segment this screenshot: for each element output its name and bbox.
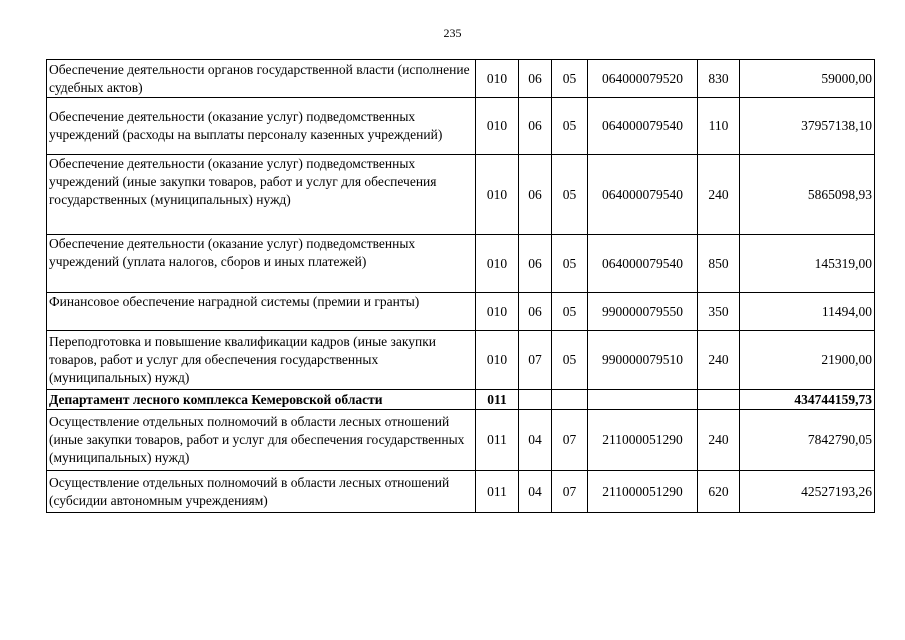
ministry-code: 010 [476,60,519,98]
subsection-code: 07 [552,410,588,471]
amount: 42527193,26 [740,471,875,513]
amount: 37957138,10 [740,98,875,155]
expense-type-code: 240 [698,155,740,235]
section-code: 06 [519,235,552,293]
table-row [47,471,875,513]
ministry-code: 010 [476,98,519,155]
row-name: Финансовое обеспечение наградной системы (премии и гранты) [47,293,476,331]
table-row [47,331,875,390]
subsection-code: 05 [552,331,588,390]
table-row [47,98,875,155]
target-article-code [588,390,698,410]
row-name: Переподготовка и повышение квалификации кадров (иные закупки товаров, работ и услуг для обеспечения государственных (муниципальных) нужд) [47,331,476,390]
ministry-code: 011 [476,410,519,471]
row-name: Осуществление отдельных полномочий в области лесных отношений (иные закупки товаров, работ и услуг для обеспечения государственных (муниципальных) нужд) [47,410,476,471]
ministry-code: 010 [476,155,519,235]
section-code: 04 [519,410,552,471]
table-row-department [47,390,875,410]
expense-type-code: 110 [698,98,740,155]
table-row [47,293,875,331]
subsection-code: 07 [552,471,588,513]
subsection-code: 05 [552,98,588,155]
section-code: 06 [519,155,552,235]
target-article-code: 211000051290 [588,471,698,513]
expense-type-code: 850 [698,235,740,293]
expense-type-code: 240 [698,331,740,390]
amount: 145319,00 [740,235,875,293]
ministry-code: 011 [476,471,519,513]
amount: 5865098,93 [740,155,875,235]
row-name: Обеспечение деятельности органов государственной власти (исполнение судебных актов) [47,60,476,98]
amount: 434744159,73 [740,390,875,410]
expense-type-code: 620 [698,471,740,513]
ministry-code: 010 [476,331,519,390]
subsection-code: 05 [552,293,588,331]
page-number: 235 [443,26,462,40]
row-name: Департамент лесного комплекса Кемеровской области [47,390,476,410]
target-article-code: 064000079520 [588,60,698,98]
amount: 21900,00 [740,331,875,390]
expense-type-code [698,390,740,410]
ministry-code: 010 [476,235,519,293]
ministry-code: 011 [476,390,519,410]
table-row [47,60,875,98]
section-code: 06 [519,293,552,331]
budget-table-body [47,60,875,513]
subsection-code: 05 [552,235,588,293]
target-article-code: 990000079510 [588,331,698,390]
target-article-code: 064000079540 [588,98,698,155]
table-row [47,155,875,235]
target-article-code: 990000079550 [588,293,698,331]
subsection-code: 05 [552,60,588,98]
section-code: 04 [519,471,552,513]
expense-type-code: 830 [698,60,740,98]
table-row [47,235,875,293]
section-code: 06 [519,98,552,155]
amount: 7842790,05 [740,410,875,471]
row-name: Осуществление отдельных полномочий в области лесных отношений (субсидии автономным учреждениям) [47,471,476,513]
section-code: 07 [519,331,552,390]
ministry-code: 010 [476,293,519,331]
amount: 59000,00 [740,60,875,98]
row-name: Обеспечение деятельности (оказание услуг) подведомственных учреждений (иные закупки товаров, работ и услуг для обеспечения государственных (муниципальных) нужд) [47,155,476,235]
expense-type-code: 240 [698,410,740,471]
section-code [519,390,552,410]
budget-table [46,59,875,513]
table-row [47,410,875,471]
target-article-code: 064000079540 [588,155,698,235]
section-code: 06 [519,60,552,98]
subsection-code: 05 [552,155,588,235]
target-article-code: 211000051290 [588,410,698,471]
row-name: Обеспечение деятельности (оказание услуг) подведомственных учреждений (расходы на выплаты персоналу казенных учреждений) [47,98,476,155]
amount: 11494,00 [740,293,875,331]
subsection-code [552,390,588,410]
target-article-code: 064000079540 [588,235,698,293]
row-name: Обеспечение деятельности (оказание услуг) подведомственных учреждений (уплата налогов, сборов и иных платежей) [47,235,476,293]
expense-type-code: 350 [698,293,740,331]
